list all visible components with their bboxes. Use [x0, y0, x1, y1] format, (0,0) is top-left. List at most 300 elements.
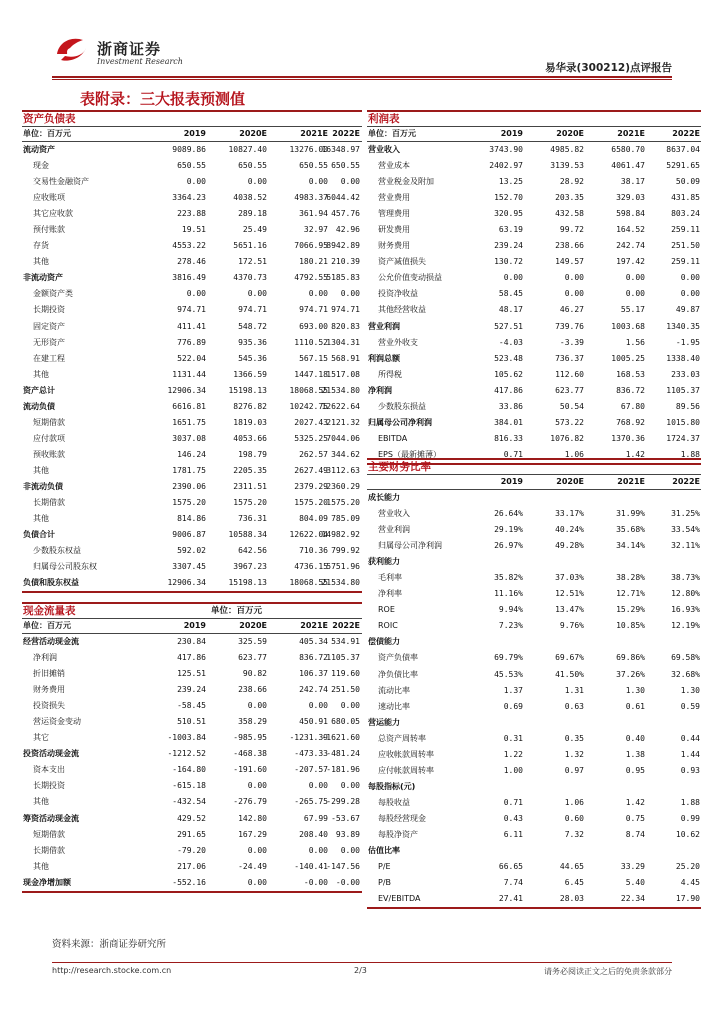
row-value: 1.00 — [503, 765, 523, 775]
year-header: 2020E — [556, 477, 584, 486]
row-value: 4038.52 — [233, 193, 267, 203]
row-label: 归属母公司股东权 — [33, 562, 97, 572]
row-value: 12.19% — [671, 621, 700, 631]
row-label: 营业收入 — [378, 509, 410, 519]
row-value: 38.73% — [671, 573, 700, 583]
row-value: 739.76 — [555, 321, 584, 331]
row-value: 384.01 — [494, 417, 523, 427]
row-value: 344.62 — [331, 449, 360, 459]
row-value: 974.71 — [299, 305, 328, 315]
row-value: 820.83 — [331, 321, 360, 331]
row-value: 12.80% — [671, 589, 700, 599]
row-value: 242.74 — [616, 241, 645, 251]
row-label: 所得税 — [378, 369, 402, 379]
row-value: 25.20 — [675, 862, 700, 872]
report-tag: 易华录(300212)点评报告 — [545, 62, 672, 74]
row-value: -24.49 — [238, 861, 267, 871]
row-value: 67.80 — [620, 401, 645, 411]
year-header: 2021E — [300, 129, 328, 138]
balance-sheet-table — [22, 110, 362, 593]
row-value: 650.55 — [238, 161, 267, 171]
table-row — [22, 762, 362, 778]
row-value: 33.54% — [671, 525, 700, 535]
row-label: 营运能力 — [368, 717, 400, 727]
row-value: 17.90 — [675, 894, 700, 904]
income-statement-unit: 单位：百万元 — [368, 129, 416, 138]
row-value: -481.24 — [326, 749, 360, 759]
row-value: 1366.59 — [233, 369, 267, 379]
row-value: 0.71 — [503, 797, 523, 807]
row-label: 负债和股东权益 — [23, 578, 79, 588]
row-value: 203.35 — [555, 193, 584, 203]
row-value: -276.79 — [233, 797, 267, 807]
row-value: 1105.37 — [326, 653, 360, 663]
row-value: 4061.47 — [611, 161, 645, 171]
year-header: 2022E — [332, 621, 360, 630]
row-value: 1131.44 — [172, 369, 206, 379]
row-value: 1105.37 — [666, 385, 700, 395]
row-label: 投资净收益 — [378, 289, 418, 299]
row-value: 164.52 — [616, 225, 645, 235]
row-value: 1338.40 — [666, 353, 700, 363]
row-value: 119.60 — [331, 669, 360, 679]
row-label: 资产总计 — [23, 385, 55, 395]
row-value: 26.64% — [494, 509, 523, 519]
row-value: 592.02 — [177, 546, 206, 556]
row-value: 5325.25 — [294, 433, 328, 443]
row-value: 6.45 — [564, 878, 584, 888]
row-value: 1575.20 — [233, 498, 267, 508]
row-value: 0.00 — [308, 701, 328, 711]
row-value: 230.84 — [177, 637, 206, 646]
year-header: 2019 — [500, 129, 523, 138]
row-label: 少数股东损益 — [378, 401, 426, 411]
row-value: 1005.25 — [611, 353, 645, 363]
row-value: 417.86 — [494, 385, 523, 395]
row-value: 0.00 — [247, 701, 267, 711]
row-value: 0.69 — [503, 701, 523, 711]
row-value: 0.00 — [625, 289, 645, 299]
row-label: 应收账项 — [33, 193, 65, 203]
row-value: 99.72 — [559, 225, 584, 235]
source-note: 资料来源：浙商证券研究所 — [52, 939, 167, 950]
row-value: 0.00 — [680, 289, 700, 299]
row-value: 37.26% — [616, 669, 645, 679]
row-value: 2027.43 — [294, 417, 328, 427]
row-value: 450.91 — [299, 717, 328, 727]
row-value: 5185.83 — [326, 273, 360, 283]
row-value: 13.47% — [555, 605, 584, 615]
row-value: 45.53% — [494, 669, 523, 679]
row-value: 12622.64 — [321, 401, 360, 411]
table-row — [22, 302, 362, 318]
table-row — [367, 270, 701, 286]
row-value: 1.37 — [503, 685, 523, 695]
table-row — [22, 843, 362, 859]
row-value: 22.34 — [620, 894, 645, 904]
row-value: 4736.15 — [294, 562, 328, 572]
row-value: 405.34 — [299, 637, 328, 646]
row-label: 预付账款 — [33, 225, 65, 235]
income-statement-header — [367, 110, 701, 127]
row-value: 3364.23 — [172, 193, 206, 203]
year-header: 2019 — [183, 621, 206, 630]
row-label: 其他 — [33, 369, 49, 379]
row-value: 6616.81 — [172, 401, 206, 411]
row-label: 营业成本 — [378, 161, 410, 171]
row-value: 27.41 — [498, 894, 523, 904]
row-value: 130.72 — [494, 257, 523, 267]
row-label: 金额资产类 — [33, 289, 73, 299]
table-row — [22, 543, 362, 559]
row-value: 152.70 — [494, 193, 523, 203]
row-value: -191.60 — [233, 765, 267, 775]
table-row — [367, 747, 701, 763]
cash-flow-title: 现金流量表 — [23, 605, 76, 617]
row-value: 42.96 — [335, 225, 360, 235]
row-value: 1575.20 — [172, 498, 206, 508]
footer-rule — [52, 962, 672, 963]
row-value: 0.00 — [247, 177, 267, 187]
row-label: 总资产周转率 — [378, 733, 426, 743]
row-value: -265.75 — [294, 797, 328, 807]
row-value: 7044.06 — [326, 433, 360, 443]
table-row — [367, 731, 701, 747]
row-label: 交易性金融资产 — [33, 177, 89, 187]
row-label: 短期借款 — [33, 829, 65, 839]
row-label: 每股净资产 — [378, 829, 418, 839]
table-row — [367, 399, 701, 415]
row-value: 4553.22 — [172, 241, 206, 251]
table-row — [367, 142, 701, 158]
row-value: 197.42 — [616, 257, 645, 267]
row-value: 1781.75 — [172, 465, 206, 475]
row-value: 239.24 — [494, 241, 523, 251]
row-label: 其他 — [33, 514, 49, 524]
row-value: 2121.32 — [326, 417, 360, 427]
row-value: 29.19% — [494, 525, 523, 535]
row-label: 每股指标(元) — [368, 781, 416, 791]
row-value: 545.36 — [238, 353, 267, 363]
row-value: -58.45 — [177, 701, 206, 711]
row-value: -1212.52 — [167, 749, 206, 759]
table-row — [22, 351, 362, 367]
row-label: 营业费用 — [378, 193, 410, 203]
row-value: 1.30 — [680, 685, 700, 695]
table-row — [22, 174, 362, 190]
row-value: 5651.16 — [233, 241, 267, 251]
row-label: 应收帐款周转率 — [378, 749, 434, 759]
row-label: 每股经营现金 — [378, 813, 426, 823]
row-value: 814.86 — [177, 514, 206, 524]
row-value: 34.14% — [616, 541, 645, 551]
row-value: 736.37 — [555, 353, 584, 363]
row-label: 研发费用 — [378, 225, 410, 235]
row-value: 89.56 — [675, 401, 700, 411]
year-header: 2022E — [332, 129, 360, 138]
row-value: 15.29% — [616, 605, 645, 615]
row-value: 1076.82 — [550, 433, 584, 443]
table-row — [22, 811, 362, 827]
row-value: 431.85 — [671, 193, 700, 203]
row-value: 0.00 — [564, 289, 584, 299]
row-value: 7.74 — [503, 878, 523, 888]
row-label: 利润总额 — [368, 353, 400, 363]
income-statement-column-headers — [367, 127, 701, 142]
year-header: 2021E — [300, 621, 328, 630]
table-row — [367, 538, 701, 554]
row-label: EV/EBITDA — [378, 894, 421, 904]
row-value: 7066.95 — [294, 241, 328, 251]
row-value: 4985.82 — [550, 145, 584, 154]
table-row — [22, 190, 362, 206]
row-label: 流动负债 — [23, 401, 55, 411]
row-value: 3816.49 — [172, 273, 206, 283]
row-value: -1231.39 — [289, 733, 328, 743]
row-value: 623.77 — [555, 385, 584, 395]
row-value: 0.44 — [680, 733, 700, 743]
row-value: 0.00 — [308, 177, 328, 187]
row-value: 567.15 — [299, 353, 328, 363]
table-row — [367, 843, 701, 859]
row-value: -1.95 — [675, 337, 700, 347]
row-value: 4983.37 — [294, 193, 328, 203]
row-value: 15198.13 — [228, 385, 267, 395]
income-statement-table — [367, 110, 701, 465]
table-row — [367, 667, 701, 683]
income-statement-title: 利润表 — [368, 113, 400, 125]
table-row — [367, 174, 701, 190]
row-value: 432.58 — [555, 209, 584, 219]
row-label: 净负债比率 — [378, 669, 418, 679]
row-value: 125.51 — [177, 669, 206, 679]
row-value: 0.95 — [625, 765, 645, 775]
row-label: 折旧摊销 — [33, 669, 65, 679]
row-value: 1.56 — [625, 337, 645, 347]
table-row — [22, 778, 362, 794]
row-value: 768.92 — [616, 417, 645, 427]
row-label: 投资活动现金流 — [23, 749, 79, 759]
row-label: 资产减值损失 — [378, 257, 426, 267]
row-value: 510.51 — [177, 717, 206, 727]
row-value: -615.18 — [172, 781, 206, 791]
row-value: 15198.13 — [228, 578, 267, 588]
table-row — [22, 270, 362, 286]
table-row — [22, 158, 362, 174]
row-value: 8942.89 — [326, 241, 360, 251]
row-label: 其他 — [33, 861, 49, 871]
row-value: 13276.00 — [289, 145, 328, 154]
row-value: 776.89 — [177, 337, 206, 347]
row-value: 0.40 — [625, 733, 645, 743]
financial-ratios-table — [367, 458, 701, 909]
row-value: 0.43 — [503, 813, 523, 823]
row-label: 营业利润 — [368, 321, 400, 331]
row-value: 1517.08 — [326, 369, 360, 379]
row-value: 18068.55 — [289, 385, 328, 395]
row-value: 12622.04 — [289, 530, 328, 540]
row-value: 9006.87 — [172, 530, 206, 540]
header-rule-thin — [52, 79, 672, 80]
row-value: 0.93 — [680, 765, 700, 775]
row-value: 5.40 — [625, 878, 645, 888]
table-row — [22, 575, 362, 591]
row-value: 1110.52 — [294, 337, 328, 347]
row-value: 198.79 — [238, 449, 267, 459]
row-label: 短期借款 — [33, 417, 65, 427]
row-value: 28.03 — [559, 894, 584, 904]
row-label: 估值比率 — [368, 846, 400, 856]
page-title: 表附录：三大报表预测值 — [80, 90, 246, 108]
row-value: 361.94 — [299, 209, 328, 219]
row-value: 0.00 — [340, 289, 360, 299]
row-label: 其它应收款 — [33, 209, 73, 219]
ratios-rows — [367, 490, 701, 909]
footer-disclaimer: 请务必阅读正文之后的免责条款部分 — [544, 967, 672, 976]
table-row — [367, 715, 701, 731]
row-label: 固定资产 — [33, 321, 65, 331]
balance-sheet-title: 资产负债表 — [23, 113, 76, 125]
row-value: 28.92 — [559, 177, 584, 187]
table-row — [367, 618, 701, 634]
row-label: 资本支出 — [33, 765, 65, 775]
row-value: 4053.66 — [233, 433, 267, 443]
table-row — [367, 650, 701, 666]
table-row — [22, 367, 362, 383]
row-value: 289.18 — [238, 209, 267, 219]
row-label: 净利润 — [368, 385, 392, 395]
row-value: 16348.97 — [321, 145, 360, 154]
row-value: 3037.08 — [172, 433, 206, 443]
row-value: 8276.82 — [233, 401, 267, 411]
row-label: 营业收入 — [368, 145, 400, 154]
row-label: 应付帐款周转率 — [378, 765, 434, 775]
row-label: 预收账款 — [33, 449, 65, 459]
row-value: 63.19 — [498, 225, 523, 235]
row-value: 417.86 — [177, 653, 206, 663]
table-row — [367, 795, 701, 811]
balance-sheet-unit: 单位：百万元 — [23, 129, 71, 138]
row-label: 资产负债率 — [378, 653, 418, 663]
row-value: -473.33 — [294, 749, 328, 759]
table-row — [22, 682, 362, 698]
row-value: 35.68% — [616, 525, 645, 535]
row-value: -207.57 — [294, 765, 328, 775]
row-value: 2390.06 — [172, 481, 206, 491]
row-label: 流动资产 — [23, 145, 55, 154]
row-value: 49.28% — [555, 541, 584, 551]
row-value: -985.95 — [233, 733, 267, 743]
row-value: 650.55 — [177, 161, 206, 171]
row-value: 1.42 — [625, 449, 645, 459]
row-value: 93.89 — [335, 829, 360, 839]
cash-flow-unit: 单位：百万元 — [23, 621, 71, 630]
table-row — [22, 335, 362, 351]
table-row — [22, 238, 362, 254]
row-value: 320.95 — [494, 209, 523, 219]
table-row — [22, 399, 362, 415]
row-value: 46.27 — [559, 305, 584, 315]
row-value: 411.41 — [177, 321, 206, 331]
row-value: 33.86 — [498, 401, 523, 411]
table-row — [367, 699, 701, 715]
row-value: 0.35 — [564, 733, 584, 743]
row-value: 32.11% — [671, 541, 700, 551]
row-value: 9.94% — [498, 605, 523, 615]
row-label: 长期借款 — [33, 845, 65, 855]
row-value: 21534.80 — [321, 385, 360, 395]
row-value: 0.61 — [625, 701, 645, 711]
row-value: 0.00 — [308, 845, 328, 855]
table-row — [367, 779, 701, 795]
row-value: 69.86% — [616, 653, 645, 663]
table-row — [22, 875, 362, 891]
year-header: 2022E — [672, 129, 700, 138]
row-value: 50.09 — [675, 177, 700, 187]
row-value: 1819.03 — [233, 417, 267, 427]
row-value: 112.60 — [555, 369, 584, 379]
row-value: 16.93% — [671, 605, 700, 615]
balance-sheet-column-headers — [22, 127, 362, 142]
row-value: 4.45 — [680, 878, 700, 888]
row-value: 69.58% — [671, 653, 700, 663]
row-value: 3743.90 — [489, 145, 523, 154]
row-value: 251.50 — [671, 241, 700, 251]
row-label: P/B — [378, 878, 392, 888]
balance-sheet-rows — [22, 142, 362, 593]
row-value: 44.65 — [559, 862, 584, 872]
row-value: 10.62 — [675, 829, 700, 839]
row-value: 0.99 — [680, 813, 700, 823]
row-value: 48.17 — [498, 305, 523, 315]
table-row — [367, 286, 701, 302]
table-row — [367, 634, 701, 650]
cash-flow-header — [22, 602, 362, 619]
row-value: 0.60 — [564, 813, 584, 823]
row-value: 146.24 — [177, 449, 206, 459]
row-value: 0.97 — [564, 765, 584, 775]
row-value: 1.88 — [680, 449, 700, 459]
row-value: 974.71 — [177, 305, 206, 315]
row-value: 106.37 — [299, 669, 328, 679]
row-value: 2379.29 — [294, 481, 328, 491]
row-value: 1651.75 — [172, 417, 206, 427]
row-value: 429.52 — [177, 813, 206, 823]
row-value: 26.97% — [494, 541, 523, 551]
row-value: -164.80 — [172, 765, 206, 775]
row-value: 329.03 — [616, 193, 645, 203]
row-value: 238.66 — [555, 241, 584, 251]
row-label: 在建工程 — [33, 353, 65, 363]
table-row — [22, 415, 362, 431]
row-value: 1304.31 — [326, 337, 360, 347]
row-value: 31.99% — [616, 509, 645, 519]
row-value: 238.66 — [238, 685, 267, 695]
row-value: 11.16% — [494, 589, 523, 599]
page-header — [0, 0, 724, 80]
footer-url-link[interactable]: http://research.stocke.com.cn — [52, 966, 172, 975]
row-value: 974.71 — [331, 305, 360, 315]
row-value: 18068.55 — [289, 578, 328, 588]
table-row — [22, 527, 362, 543]
row-label: 财务费用 — [378, 241, 410, 251]
row-value: 21534.80 — [321, 578, 360, 588]
row-label: 现金 — [33, 161, 49, 171]
row-value: 210.39 — [331, 257, 360, 267]
cash-flow-column-headers — [22, 619, 362, 634]
row-value: 785.09 — [331, 514, 360, 524]
row-value: 49.87 — [675, 305, 700, 315]
